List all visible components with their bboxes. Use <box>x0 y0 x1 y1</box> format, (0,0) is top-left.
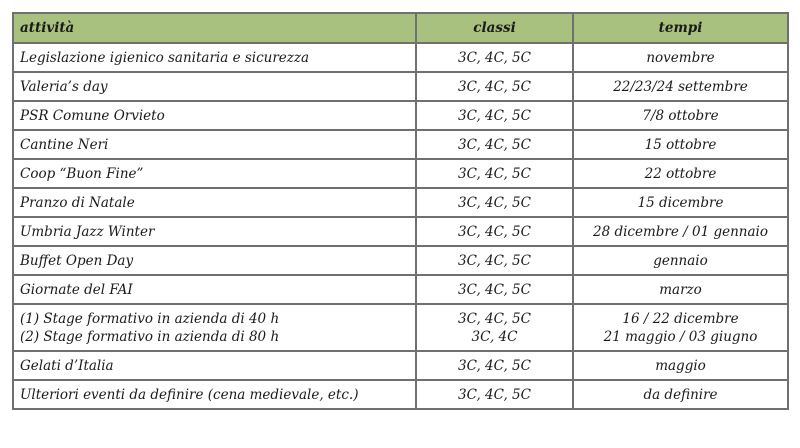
table-row <box>13 275 788 304</box>
cell-classi-text: 3C, 4C, 5C <box>458 136 531 153</box>
cell-classi <box>416 159 573 188</box>
cell-tempi-text: 21 maggio / 03 giugno <box>603 328 758 345</box>
cell-tempi-text: 28 dicembre / 01 gennaio <box>593 223 768 240</box>
cell-attivita-text: (2) Stage formativo in azienda di 80 h <box>20 328 280 345</box>
cell-attivita-text: Giornate del FAI <box>20 281 133 298</box>
cell-tempi-text: maggio <box>655 357 706 374</box>
activity-table-container <box>12 12 787 410</box>
cell-attivita-text: Valeria’s day <box>20 78 108 95</box>
cell-classi <box>416 130 573 159</box>
cell-attivita <box>13 246 416 275</box>
cell-tempi <box>573 380 788 409</box>
cell-attivita <box>13 188 416 217</box>
cell-classi-text: 3C, 4C, 5C <box>458 223 531 240</box>
cell-tempi <box>573 72 788 101</box>
table-row <box>13 217 788 246</box>
table-row <box>13 188 788 217</box>
cell-tempi-text: marzo <box>659 281 702 298</box>
header-attivita: attività <box>13 13 416 43</box>
cell-classi-text: 3C, 4C, 5C <box>458 194 531 211</box>
cell-attivita <box>13 351 416 380</box>
cell-attivita-text: Coop “Buon Fine” <box>20 165 144 182</box>
cell-tempi-text: 16 / 22 dicembre <box>622 310 739 327</box>
cell-attivita-text: PSR Comune Orvieto <box>20 107 165 124</box>
cell-attivita-text: Legislazione igienico sanitaria e sicurezza <box>20 49 310 66</box>
cell-tempi <box>573 246 788 275</box>
cell-classi-text: 3C, 4C <box>471 328 518 345</box>
table-body <box>13 43 788 409</box>
cell-attivita <box>13 101 416 130</box>
cell-attivita-text: Ulteriori eventi da definire (cena medievale, etc.) <box>20 386 359 403</box>
cell-tempi <box>573 43 788 72</box>
cell-attivita <box>13 159 416 188</box>
cell-attivita-text: Pranzo di Natale <box>20 194 135 211</box>
cell-classi <box>416 275 573 304</box>
cell-classi-text: 3C, 4C, 5C <box>458 281 531 298</box>
cell-classi-text: 3C, 4C, 5C <box>458 252 531 269</box>
cell-classi-text: 3C, 4C, 5C <box>458 107 531 124</box>
table-row <box>13 159 788 188</box>
cell-attivita <box>13 304 416 351</box>
header-tempi: tempi <box>573 13 788 43</box>
cell-attivita-text: Umbria Jazz Winter <box>20 223 155 240</box>
cell-tempi-text: 7/8 ottobre <box>642 107 719 124</box>
cell-classi-text: 3C, 4C, 5C <box>458 310 531 327</box>
cell-tempi-text: 22/23/24 settembre <box>613 78 748 95</box>
cell-tempi-text: da definire <box>643 386 718 403</box>
cell-attivita-text: (1) Stage formativo in azienda di 40 h <box>20 310 280 327</box>
cell-tempi-text: 15 dicembre <box>637 194 724 211</box>
cell-tempi <box>573 275 788 304</box>
cell-attivita <box>13 380 416 409</box>
cell-tempi <box>573 217 788 246</box>
cell-classi-text: 3C, 4C, 5C <box>458 165 531 182</box>
cell-classi <box>416 43 573 72</box>
cell-classi <box>416 351 573 380</box>
table-row <box>13 43 788 72</box>
cell-classi <box>416 304 573 351</box>
cell-classi-text: 3C, 4C, 5C <box>458 78 531 95</box>
table-row <box>13 351 788 380</box>
table-row <box>13 72 788 101</box>
cell-tempi <box>573 101 788 130</box>
cell-attivita-text: Buffet Open Day <box>20 252 134 269</box>
cell-tempi-text: 15 ottobre <box>644 136 717 153</box>
cell-classi <box>416 188 573 217</box>
cell-tempi <box>573 351 788 380</box>
cell-attivita <box>13 130 416 159</box>
header-classi: classi <box>416 13 573 43</box>
cell-attivita-text: Cantine Neri <box>20 136 109 153</box>
cell-tempi-text: novembre <box>646 49 715 66</box>
cell-tempi <box>573 304 788 351</box>
cell-attivita <box>13 217 416 246</box>
cell-classi <box>416 380 573 409</box>
cell-attivita <box>13 275 416 304</box>
table-row <box>13 130 788 159</box>
cell-tempi <box>573 130 788 159</box>
cell-attivita <box>13 43 416 72</box>
table-row <box>13 246 788 275</box>
table-header-row <box>13 13 788 43</box>
cell-tempi <box>573 159 788 188</box>
table-row <box>13 101 788 130</box>
cell-tempi-text: 22 ottobre <box>644 165 717 182</box>
cell-attivita <box>13 72 416 101</box>
cell-classi <box>416 246 573 275</box>
table-row <box>13 380 788 409</box>
cell-classi-text: 3C, 4C, 5C <box>458 49 531 66</box>
cell-tempi-text: gennaio <box>653 252 708 269</box>
cell-tempi <box>573 188 788 217</box>
activity-table <box>12 12 789 410</box>
cell-classi <box>416 101 573 130</box>
cell-attivita-text: Gelati d’Italia <box>20 357 114 374</box>
table-row <box>13 304 788 351</box>
cell-classi <box>416 217 573 246</box>
cell-classi-text: 3C, 4C, 5C <box>458 386 531 403</box>
cell-classi-text: 3C, 4C, 5C <box>458 357 531 374</box>
cell-classi <box>416 72 573 101</box>
